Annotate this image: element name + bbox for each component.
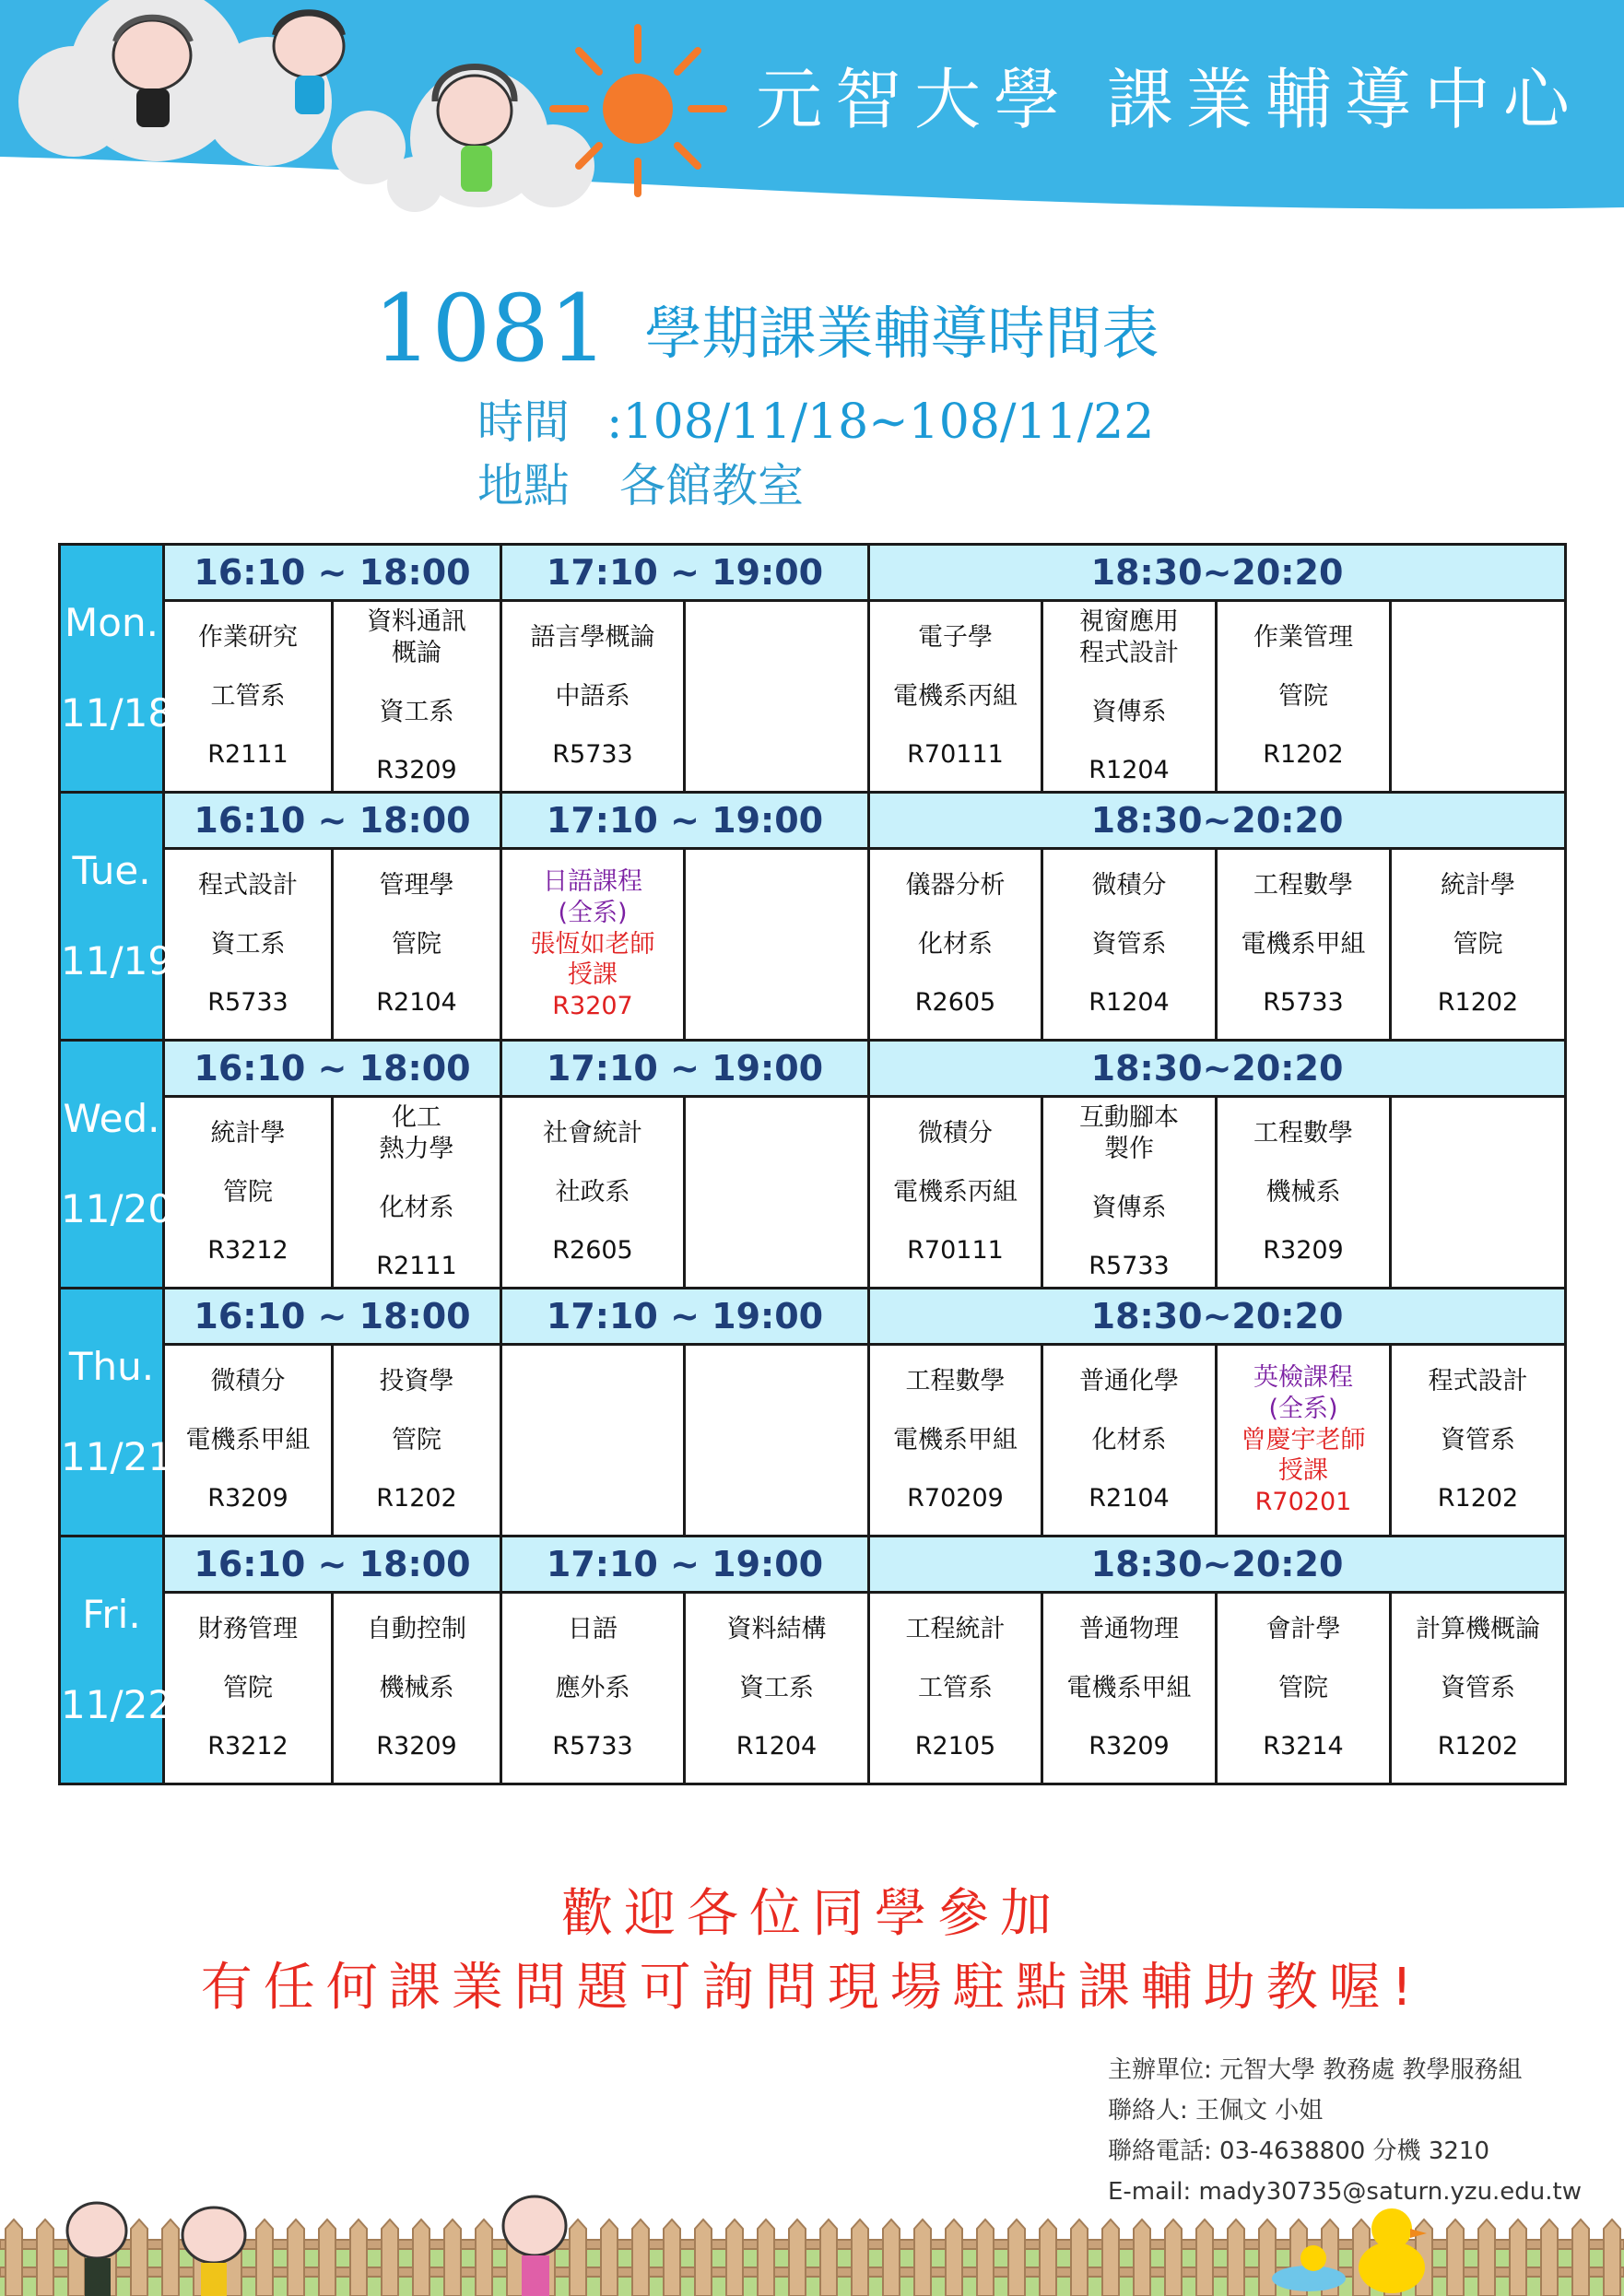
course-cell xyxy=(333,1345,501,1537)
empty-cell xyxy=(685,601,869,793)
time-slot: 16:10 ~ 18:00 xyxy=(164,1537,501,1593)
course-line: R1202 xyxy=(1437,1484,1519,1513)
time-row xyxy=(60,1537,1566,1593)
course-line: R2111 xyxy=(207,740,288,770)
course-cell xyxy=(1391,849,1566,1041)
course-line: R3214 xyxy=(1263,1732,1344,1761)
schedule-table xyxy=(58,543,1567,1785)
empty-cell xyxy=(1391,601,1566,793)
course-cell xyxy=(1217,849,1391,1041)
course-line: R2104 xyxy=(376,988,457,1018)
time-slot: 16:10 ~ 18:00 xyxy=(164,1289,501,1345)
course-cell xyxy=(1391,1593,1566,1784)
course-line: 普通化學 xyxy=(1079,1366,1179,1395)
day-date: 11/22 xyxy=(61,1682,173,1727)
course-line: 作業管理 xyxy=(1253,622,1353,652)
course-cell xyxy=(333,1097,501,1289)
day-cell xyxy=(60,1041,173,1289)
time-value: :108/11/18~108/11/22 xyxy=(606,394,1155,450)
time-slot: 16:10 ~ 18:00 xyxy=(164,793,501,849)
course-line: R1204 xyxy=(1089,988,1170,1018)
course-line: 中語系 xyxy=(555,681,630,711)
course-line: R70111 xyxy=(907,1236,1004,1266)
course-line: 日語課程 xyxy=(543,867,642,897)
empty-cell xyxy=(685,1097,869,1289)
course-line: R2104 xyxy=(1089,1484,1170,1513)
course-line: 資工系 xyxy=(210,929,286,959)
course-cell xyxy=(1217,1097,1391,1289)
time-slot: 16:10 ~ 18:00 xyxy=(164,545,501,601)
day-date: 11/21 xyxy=(61,1434,173,1479)
question-message: 有任何課業問題可詢問現場駐點課輔助教喔! xyxy=(200,1958,1424,2018)
time-slot: 17:10 ~ 19:00 xyxy=(501,1537,869,1593)
empty-cell xyxy=(501,1345,685,1537)
course-line: R1202 xyxy=(1437,1732,1519,1761)
course-line: 資管系 xyxy=(1091,929,1167,959)
course-cell xyxy=(501,1097,685,1289)
time-info xyxy=(477,385,1154,452)
contact-info xyxy=(1108,2050,1582,2212)
course-line: R2111 xyxy=(376,1252,457,1281)
day-cell xyxy=(60,545,173,793)
time-label: 時間 xyxy=(477,395,570,449)
time-row xyxy=(60,1289,1566,1345)
course-line: 普通物理 xyxy=(1079,1614,1179,1643)
course-line: 工程數學 xyxy=(1253,870,1353,900)
contact-person: 聯絡人: 王佩文 小姐 xyxy=(1108,2097,1324,2125)
course-cell xyxy=(164,1097,333,1289)
course-line: 英檢課程 xyxy=(1253,1363,1353,1393)
course-cell xyxy=(164,1593,333,1784)
course-line: 互動腳本 xyxy=(1079,1103,1179,1132)
course-cell xyxy=(1217,601,1391,793)
course-line: 資工系 xyxy=(739,1673,814,1702)
welcome-message: 歡迎各位同學參加 xyxy=(561,1884,1063,1944)
course-line: R5733 xyxy=(1263,988,1344,1018)
course-line: 工管系 xyxy=(918,1673,993,1702)
course-line: 化工 xyxy=(392,1103,441,1132)
course-line: 資管系 xyxy=(1441,1673,1515,1702)
day-date: 11/19 xyxy=(61,938,173,983)
course-line: 工程數學 xyxy=(1253,1118,1353,1148)
day-name: Fri. xyxy=(82,1591,141,1637)
day-name: Mon. xyxy=(65,599,159,645)
course-line: 化材系 xyxy=(1091,1425,1167,1454)
time-row xyxy=(60,793,1566,849)
course-line: 製作 xyxy=(1104,1134,1154,1163)
course-line: 程式設計 xyxy=(198,870,298,900)
course-line: 電機系甲組 xyxy=(1241,929,1366,959)
course-line: 工程統計 xyxy=(905,1614,1006,1643)
empty-cell xyxy=(685,1345,869,1537)
course-line: 程式設計 xyxy=(1079,638,1179,667)
course-line: 視窗應用 xyxy=(1079,607,1179,636)
day-name: Thu. xyxy=(68,1343,155,1389)
course-line: 儀器分析 xyxy=(905,870,1006,900)
brand-title: 元智大學 課業輔導中心 xyxy=(756,61,1583,138)
course-line: 機械系 xyxy=(379,1673,454,1702)
course-line: 工程數學 xyxy=(905,1366,1006,1395)
course-cell xyxy=(333,849,501,1041)
time-slot: 18:30~20:20 xyxy=(869,793,1566,849)
day-name: Tue. xyxy=(72,847,151,893)
day-cell xyxy=(60,793,173,1041)
course-cell xyxy=(685,1593,869,1784)
course-line: 語言學概論 xyxy=(530,622,655,652)
time-slot: 17:10 ~ 19:00 xyxy=(501,1041,869,1097)
day-date: 11/18 xyxy=(61,690,173,736)
course-line: 管院 xyxy=(223,1177,273,1207)
page-title xyxy=(373,275,1159,383)
semester-number: 1081 xyxy=(373,275,608,383)
time-slot: 17:10 ~ 19:00 xyxy=(501,793,869,849)
time-slot: 16:10 ~ 18:00 xyxy=(164,1041,501,1097)
course-line: R2105 xyxy=(914,1732,996,1761)
course-row xyxy=(60,849,1566,1041)
course-line: R3212 xyxy=(207,1236,288,1266)
time-slot: 17:10 ~ 19:00 xyxy=(501,545,869,601)
course-line: 微積分 xyxy=(918,1118,993,1148)
course-line: 資傳系 xyxy=(1091,697,1167,726)
course-row xyxy=(60,1097,1566,1289)
course-line: R2605 xyxy=(914,988,996,1018)
course-line: 電機系丙組 xyxy=(893,681,1018,711)
course-cell xyxy=(869,1345,1042,1537)
course-line: R5733 xyxy=(207,988,288,1018)
course-line: R1202 xyxy=(376,1484,457,1513)
time-row xyxy=(60,545,1566,601)
course-line: 張恆如老師 xyxy=(530,929,655,959)
course-line: 電機系甲組 xyxy=(185,1425,311,1454)
course-line: R3209 xyxy=(376,756,457,785)
fence-illustration xyxy=(0,2194,1624,2296)
course-cell xyxy=(869,849,1042,1041)
time-slot: 18:30~20:20 xyxy=(869,1537,1566,1593)
course-cell xyxy=(1042,601,1217,793)
course-line: 微積分 xyxy=(210,1366,286,1395)
place-label: 地點 xyxy=(477,459,570,512)
empty-cell xyxy=(1391,1097,1566,1289)
course-line: R3209 xyxy=(207,1484,288,1513)
course-row xyxy=(60,601,1566,793)
course-line: R1202 xyxy=(1437,988,1519,1018)
course-cell xyxy=(501,849,685,1041)
time-slot: 18:30~20:20 xyxy=(869,1041,1566,1097)
course-line: R1204 xyxy=(736,1732,818,1761)
course-line: 統計學 xyxy=(1441,870,1515,900)
course-line: 授課 xyxy=(1278,1456,1328,1486)
course-line: 資管系 xyxy=(1441,1425,1515,1454)
course-cell xyxy=(869,1593,1042,1784)
course-cell xyxy=(164,1345,333,1537)
time-slot: 18:30~20:20 xyxy=(869,545,1566,601)
course-line: 電機系甲組 xyxy=(893,1425,1018,1454)
course-line: 化材系 xyxy=(918,929,993,959)
course-cell xyxy=(1042,1593,1217,1784)
course-line: 管院 xyxy=(1278,681,1328,711)
course-line: 授課 xyxy=(568,960,618,990)
course-line: R5733 xyxy=(1089,1252,1170,1281)
course-line: 計算機概論 xyxy=(1416,1614,1540,1643)
course-line: 投資學 xyxy=(379,1366,454,1395)
course-line: (全系) xyxy=(1268,1394,1338,1423)
course-line: 工管系 xyxy=(210,681,286,711)
course-cell xyxy=(164,601,333,793)
course-line: 概論 xyxy=(392,638,441,667)
course-cell xyxy=(333,601,501,793)
course-line: 曾慶宇老師 xyxy=(1241,1425,1366,1454)
course-line: 電機系甲組 xyxy=(1066,1673,1192,1702)
course-line: R3209 xyxy=(376,1732,457,1761)
course-row xyxy=(60,1345,1566,1537)
course-line: 管院 xyxy=(1453,929,1503,959)
course-line: 財務管理 xyxy=(198,1614,298,1643)
course-cell xyxy=(869,601,1042,793)
day-cell xyxy=(60,1289,173,1537)
course-line: 機械系 xyxy=(1265,1177,1341,1207)
course-line: (全系) xyxy=(558,898,628,927)
course-line: 社政系 xyxy=(555,1177,630,1207)
course-row xyxy=(60,1593,1566,1784)
organizer-text: 主辦單位: 元智大學 教務處 教學服務組 xyxy=(1108,2056,1523,2084)
course-line: 管院 xyxy=(223,1673,273,1702)
course-line: 化材系 xyxy=(379,1193,454,1222)
course-cell xyxy=(164,849,333,1041)
course-cell xyxy=(1217,1593,1391,1784)
time-slot: 18:30~20:20 xyxy=(869,1289,1566,1345)
course-line: 資料結構 xyxy=(726,1614,827,1643)
course-line: 微積分 xyxy=(1091,870,1167,900)
course-line: R5733 xyxy=(552,740,633,770)
course-cell xyxy=(1042,849,1217,1041)
course-line: 管理學 xyxy=(379,870,454,900)
course-line: 資料通訊 xyxy=(367,607,466,636)
course-cell xyxy=(1217,1345,1391,1537)
day-cell xyxy=(60,1537,173,1784)
course-line: 作業研究 xyxy=(198,622,298,652)
course-cell xyxy=(1391,1345,1566,1537)
course-line: 電機系丙組 xyxy=(893,1177,1018,1207)
course-line: 日語 xyxy=(568,1614,618,1643)
course-line: 電子學 xyxy=(918,622,993,652)
place-value: 各館教室 xyxy=(619,459,804,512)
day-name: Wed. xyxy=(63,1095,160,1141)
course-line: R70111 xyxy=(907,740,1004,770)
contact-email: E-mail: mady30735@saturn.yzu.edu.tw xyxy=(1108,2178,1583,2206)
title-text: 學期課業輔導時間表 xyxy=(644,300,1159,367)
course-line: R3209 xyxy=(1089,1732,1170,1761)
course-line: 會計學 xyxy=(1265,1614,1341,1643)
time-row xyxy=(60,1041,1566,1097)
course-line: 社會統計 xyxy=(543,1118,642,1148)
contact-phone: 聯絡電話: 03-4638800 分機 3210 xyxy=(1108,2137,1489,2165)
course-line: R70209 xyxy=(907,1484,1004,1513)
course-cell xyxy=(501,601,685,793)
day-date: 11/20 xyxy=(61,1186,173,1231)
course-line: R3212 xyxy=(207,1732,288,1761)
course-cell xyxy=(1042,1097,1217,1289)
course-line: R70201 xyxy=(1254,1488,1352,1517)
course-cell xyxy=(333,1593,501,1784)
course-line: 應外系 xyxy=(555,1673,630,1702)
course-line: 管院 xyxy=(1278,1673,1328,1702)
course-line: 程式設計 xyxy=(1428,1366,1528,1395)
course-line: 管院 xyxy=(392,1425,441,1454)
place-info xyxy=(477,449,804,515)
course-line: 資傳系 xyxy=(1091,1193,1167,1222)
course-cell xyxy=(869,1097,1042,1289)
course-line: R1202 xyxy=(1263,740,1344,770)
course-line: R5733 xyxy=(552,1732,633,1761)
course-line: 資工系 xyxy=(379,697,454,726)
course-line: 自動控制 xyxy=(367,1614,466,1643)
course-line: R3207 xyxy=(552,992,633,1021)
empty-cell xyxy=(685,849,869,1041)
course-line: R1204 xyxy=(1089,756,1170,785)
course-line: 熱力學 xyxy=(379,1134,454,1163)
course-line: 統計學 xyxy=(210,1118,286,1148)
course-cell xyxy=(501,1593,685,1784)
course-line: 管院 xyxy=(392,929,441,959)
course-line: R2605 xyxy=(552,1236,633,1266)
course-cell xyxy=(1042,1345,1217,1537)
time-slot: 17:10 ~ 19:00 xyxy=(501,1289,869,1345)
course-line: R3209 xyxy=(1263,1236,1344,1266)
